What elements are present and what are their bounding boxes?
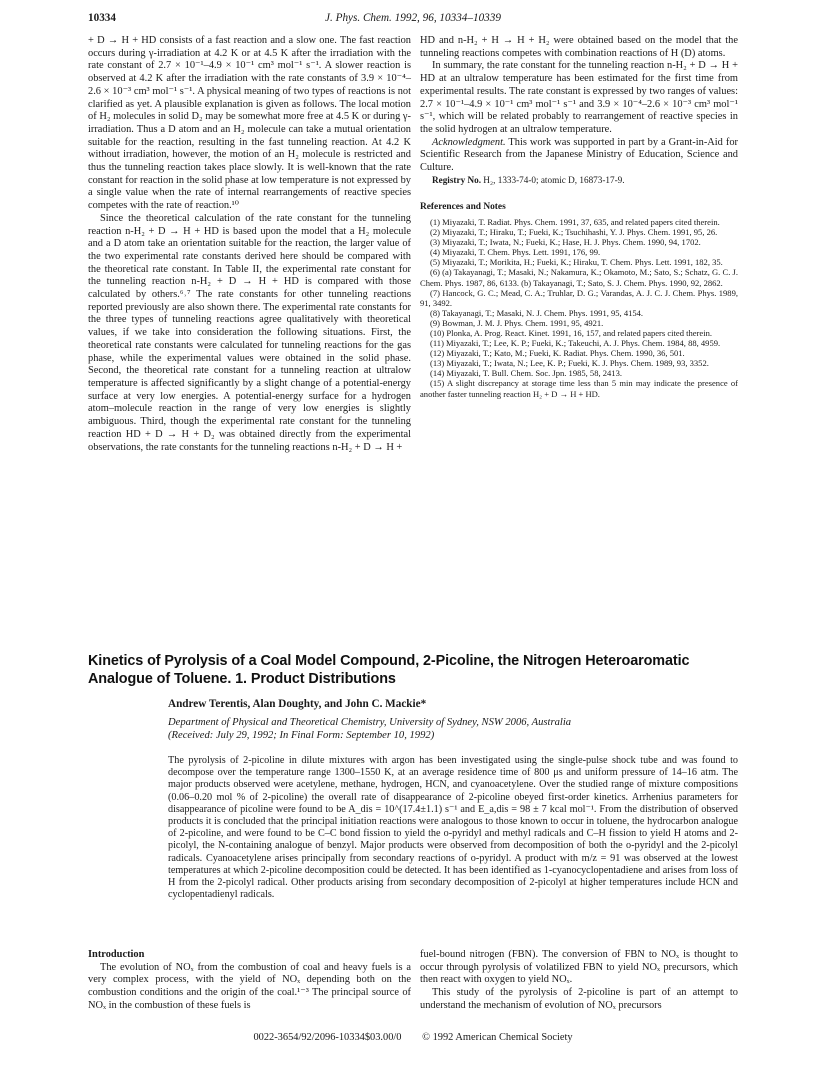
registry-label: Registry No. [432, 174, 481, 185]
intro-paragraph-1: The evolution of NOₓ from the combustion of coal and heavy fuels is a very complex process, with the yield of NOₓ depending both on the combustion conditions and the origin of the coal.¹⁻³ The principal source of NOₓ in the combustion of these fuels is [88, 961, 411, 1011]
journal-citation [88, 12, 738, 24]
intro-left-column [88, 949, 411, 1013]
intro-paragraph-3: This study of the pyrolysis of 2-picoline is part of an attempt to understand the mechanism of evolution of NOₓ precursors [420, 987, 738, 1011]
footer-code: 0022-3654/92/2096-10334$03.00/0 [253, 1032, 402, 1043]
reference-item: (4) Miyazaki, T. Chem. Phys. Lett. 1991, 176, 99. [430, 247, 601, 258]
reference-item: (5) Miyazaki, T.; Morikita, H.; Fueki, K.; Hiraku, T. Chem. Phys. Lett. 1991, 182, 35. [430, 257, 723, 268]
reference-item: (11) Miyazaki, T.; Lee, K. P.; Fueki, K.; Takeuchi, A. J. Phys. Chem. 1984, 88, 4959. [430, 338, 721, 349]
reference-item: (6) (a) Takayanagi, T.; Masaki, N.; Nakamura, K.; Okamoto, M.; Sato, S.; Schatz, G. C. J. Chem. Phys. 1987, 86, 6133. (b) Takayanagi, T.; Sato, S. J. Chem. Phys. 1990, 92, 2862. [420, 267, 738, 288]
journal-year-volume: 1992, 96, [394, 12, 437, 24]
reference-item: (2) Miyazaki, T.; Hiraku, T.; Fueki, K.; Tsuchihashi, Y. J. Phys. Chem. 1991, 95, 26. [430, 227, 718, 238]
reference-item: (3) Miyazaki, T.; Iwata, N.; Fueki, K.; Hase, H. J. Phys. Chem. 1990, 94, 1702. [430, 237, 701, 248]
reference-item: (7) Hancock, G. C.; Mead, C. A.; Truhlar, D. G.; Varandas, A. J. C. J. Chem. Phys. 1989, 91, 3492. [420, 287, 738, 308]
page-footer [88, 1032, 738, 1043]
footer-copyright: © 1992 American Chemical Society [422, 1032, 573, 1043]
reference-item: (12) Miyazaki, T.; Kato, M.; Fueki, K. Radiat. Phys. Chem. 1990, 36, 501. [430, 348, 685, 359]
journal-name: J. Phys. Chem. [325, 12, 392, 24]
reference-item: (10) Plonka, A. Prog. React. Kinet. 1991, 16, 157, and related papers cited therein. [430, 327, 712, 338]
reference-item: (1) Miyazaki, T. Radiat. Phys. Chem. 1991, 37, 635, and related papers cited therein. [430, 216, 720, 227]
registry-numbers [420, 175, 738, 187]
reference-item: (8) Takayanagi, T.; Masaki, N. J. Chem. Phys. 1991, 95, 4154. [430, 307, 644, 318]
right-column [420, 35, 738, 399]
references-list [420, 217, 738, 399]
left-paragraph-2: Since the theoretical calculation of the rate constant for the tunneling reaction n-H₂ + D → H + HD is based upon the model that a H₂ molecule and a D atom take an orientation suitable for the reaction, the larger value of the two experimental rate constants derived here should be compared with the theoretical rate constant. In Table II, the experimental rate constant for the tunneling reaction n-H₂ + D → H + HD is compared with those calculated by others.⁶˒⁷ The rate constants for other tunneling reactions reported previously are also shown there. The experimental rate constants for the three types of tunneling reactions agree qualitatively with theoretical values, if we take into consideration the following situations. First, the theoretical rate constants were calculated for tunneling reactions for the gas phase, while the experimental values were obtained in the solid phase. Second, the theoretical rate constant for a tunneling reaction at ultralow temperature is affected significantly by a slight change of a potential-energy surface at very low energies. A potential-energy surface for a hydrogen atom–molecule reaction in the range of very low energies is slightly ambiguous. Third, though the experimental rate constant for the tunneling reaction HD + D → H + D₂ was obtained directly from the experimental observations, the rate constants for the tunneling reactions n-H₂ + D → H + [88, 212, 411, 453]
article-authors: Andrew Terentis, Alan Doughty, and John C. Mackie* [168, 698, 427, 710]
reference-item: (14) Miyazaki, T. Bull. Chem. Soc. Jpn. 1985, 58, 2413. [430, 368, 622, 379]
article-affiliation [168, 716, 738, 742]
right-paragraph-1: HD and n-H₂ + H → H + H₂ were obtained based on the model that the tunneling reactions competes with combination reactions of H (D) atoms. [420, 35, 738, 59]
registry-text: H₂, 1333-74-0; atomic D, 16873-17-9. [483, 174, 625, 185]
reference-item: (9) Bowman, J. M. J. Phys. Chem. 1991, 95, 4921. [430, 317, 604, 328]
references-heading: References and Notes [420, 202, 506, 213]
acknowledgment-text: This work was supported in part by a Grant-in-Aid for Scientific Research from the Japanese Ministry of Education, Science and Culture. [420, 136, 738, 174]
summary-paragraph: In summary, the rate constant for the tunneling reaction n-H₂ + D → H + HD at an ultralow temperature has been estimated for the first time from experimental results. The rate constant is expressed by two ranges of values: 2.7 × 10⁻¹–4.9 × 10⁻¹ cm³ mol⁻¹ s⁻¹ and 3.9 × 10⁻⁴–2.6 × 10⁻³ cm³ mol⁻¹ s⁻¹, which will be related probably to rearrangement of reactive species in the solid hydrogen at an ultralow temperature. [420, 60, 738, 135]
received-dates: (Received: July 29, 1992; In Final Form: September 10, 1992) [168, 730, 435, 741]
journal-page-range: 10334–10339 [439, 12, 501, 24]
intro-right-column [420, 949, 738, 1013]
acknowledgment-label: Acknowledgment. [432, 136, 506, 148]
left-column [88, 35, 411, 454]
introduction-heading: Introduction [88, 949, 145, 960]
article-title: Kinetics of Pyrolysis of a Coal Model Compound, 2-Picoline, the Nitrogen Heteroaromatic Analogue of Toluene. 1. Product Distributions [88, 653, 690, 687]
reference-item: (15) A slight discrepancy at storage time less than 5 min may indicate the presence of another faster tunneling reaction H₂ + D → H + HD. [420, 378, 738, 399]
acknowledgment [420, 137, 738, 175]
intro-paragraph-2: fuel-bound nitrogen (FBN). The conversion of FBN to NOₓ is thought to occur through pyrolysis of volatilized FBN to yield NOₓ precursors, which then react with oxygen to yield NOₓ. [420, 949, 738, 986]
page-number: 10334 [88, 12, 116, 24]
reference-item: (13) Miyazaki, T.; Iwata, N.; Lee, K. P.; Fueki, K. J. Phys. Chem. 1989, 93, 3352. [430, 358, 709, 369]
left-paragraph-1: + D → H + HD consists of a fast reaction and a slow one. The fast reaction occurs during γ-irradiation at 4.2 K or at 4.5 K after the irradiation with the rate constant of 2.7 × 10⁻¹–4.9 × 10⁻¹ cm³ mol⁻¹ s⁻¹. A slower reaction is observed at 4.2 K after the irradiation with the rate constants of 3.9 × 10⁻⁴–2.6 × 10⁻³ cm³ mol⁻¹ s⁻¹. A physical meaning of two types of reactions is not clarified as yet. A plausible explanation is given as follows. The local motion of H₂ molecules in solid D₂ may be somewhat more free at 4.5 K or during γ-irradiation. Thus a D atom and an H₂ molecule can take a mutual orientation suitable for the reaction, resulting in the fast tunneling reaction. At 4.2 K without irradiation, however, the motion of an H₂ molecule is restricted and thus the tunneling reaction takes place slowly. It is well-known that the rate constant for reaction in the solid phase at low temperature is not expressed by a single value when the rate of internal rearrangements of reactive species competes with the rate of reaction.¹⁰ [88, 35, 411, 212]
affiliation-text: Department of Physical and Theoretical Chemistry, University of Sydney, NSW 2006, Australia [168, 717, 572, 728]
article-abstract: The pyrolysis of 2-picoline in dilute mixtures with argon has been investigated using the single-pulse shock tube and was found to decompose over the temperature range 1300–1550 K, at an average residence time of 800 μs and uniform pressure of 14–16 atm. The major products observed were acetylene, methane, hydrogen, HCN, and cyanoacetylene. Over the studied range of mixture compositions (0.06–0.20 mol % of 2-picoline) the overall rate of disappearance of 2-picoline obeyed first-order kinetics. Arrhenius parameters for disappearance of picoline were found to be A_dis = 10^(17.4±1.1) s⁻¹ and E_a,dis = 98 ± 7 kcal mol⁻¹. From the distribution of observed products it is concluded that the principal initiation reactions were analogous to those known to occur in toluene, the hydrocarbon analogue of 2-picoline, and were found to be C–C bond fission to yield the o-pyridyl and methyl radicals and C–H fission to yield H atoms and 2-picolyl, the N-containing analogue of benzyl. Major products were observed from decomposition of both the o-pyridyl and the 2-picolyl radicals. Cyanoacetylene arises principally from secondary reactions of o-pyridyl. A product with m/z = 91 was observed at the lowest temperatures at which 2-picoline decomposition could be detected. It has been identified as 1-cyanocyclopentadiene and arises from loss of H from the 2-picolyl radical. Other products arising from secondary decomposition of 2-picolyl at higher temperatures include HCN and cyclopentadienyl radicals. [168, 755, 738, 901]
running-header [88, 12, 738, 28]
